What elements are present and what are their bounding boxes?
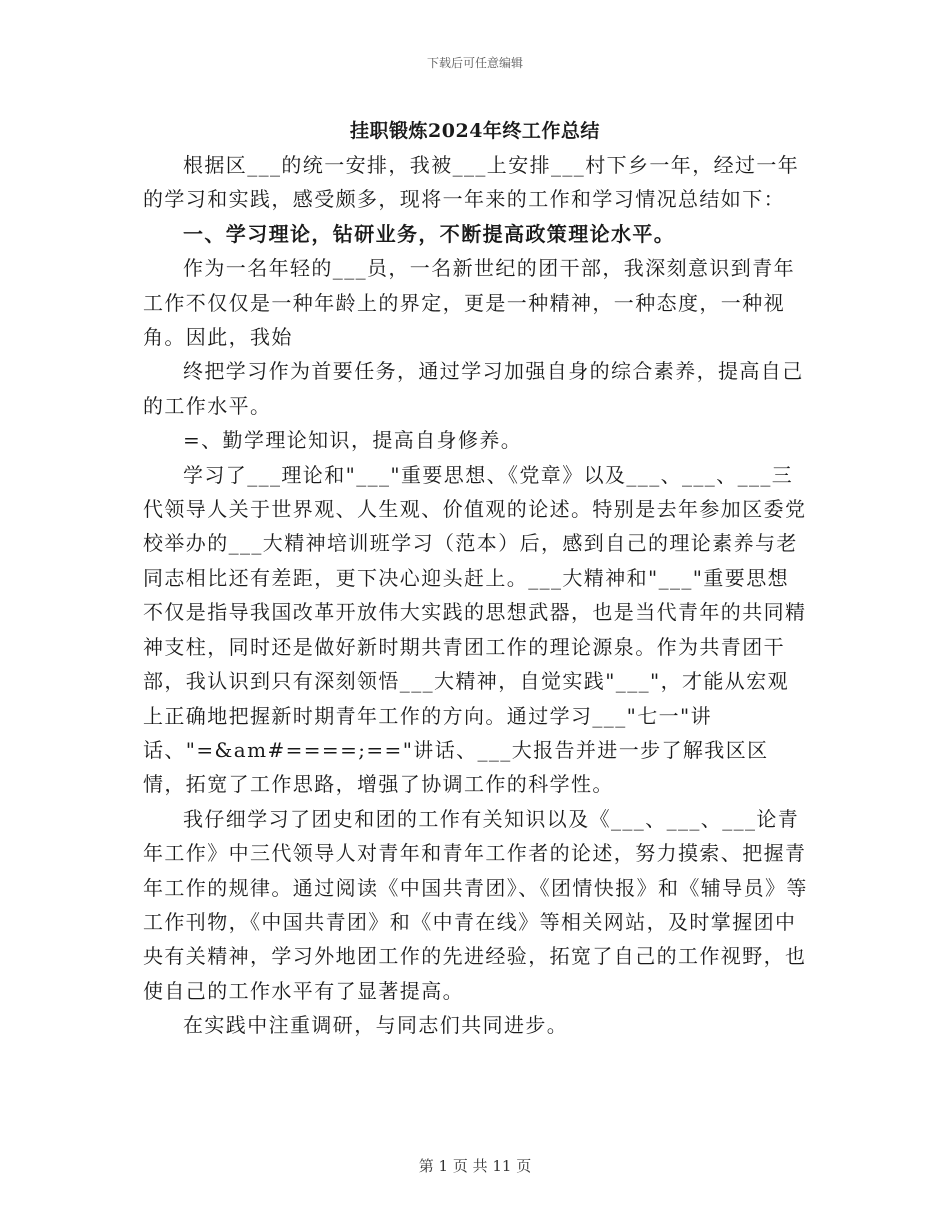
subheading-theory-knowledge: =、勤学理论知识，提高自身修养。 bbox=[183, 428, 523, 453]
paragraph-study-priority: 终把学习作为首要任务，通过学习加强自身的综合素养，提高自己的工作水平。 bbox=[143, 359, 804, 418]
page-number-footer: 第 1 页 共 11 页 bbox=[418, 1157, 532, 1175]
paragraph-youth-work: 作为一名年轻的___员，一名新世纪的团干部，我深刻意识到青年工作不仅仅是一种年龄上的界定，更是一种精神，一种态度，一种视角。因此，我始 bbox=[143, 256, 795, 350]
paragraph-league-history: 我仔细学习了团史和团的工作有关知识以及《___、___、___论青年工作》中三代领导人对青年和青年工作者的论述，努力摸索、把握青年工作的规律。通过阅读《中国共青团》、《团情快报》和《辅导员》等工作刊物，《中国共青团》和《中青在线》等相关网站，及时掌握团中央有关精神，学习外地团工作的先进经验，拓宽了自己的工作视野，也使自己的工作水平有了显著提高。 bbox=[143, 806, 808, 1003]
paragraph-intro: 根据区___的统一安排，我被___上安排___村下乡一年，经过一年的学习和实践，感受颇多，现将一年来的工作和学习情况总结如下： bbox=[143, 153, 800, 212]
paragraph-practice-research: 在实践中注重调研，与同志们共同进步。 bbox=[183, 1013, 569, 1038]
paragraph-theory-study: 学习了___理论和"___"重要思想、《党章》以及___、___、___三代领导人关于世界观、人生观、价值观的论述。特别是去年参加区委党校举办的___大精神培训班学习（范本）后，感到自己的理论素养与老同志相比还有差距，更下决心迎头赶上。___大精神和"___"重要思想不仅是指导我国改革开放伟大实践的思想武器，也是当代青年的共同精神支柱，同时还是做好新时期共青团工作的理论源泉。作为共青团干部，我认识到只有深刻领悟___大精神，自觉实践"___"，才能从宏观上正确地把握新时期青年工作的方向。通过学习___"七一"讲 bbox=[143, 462, 807, 728]
paragraph-speech-continuation: 话、"=&am#====;=="讲话、___大报告并进一步了解我区区情，拓宽了工作思路，增强了协调工作的科学性。 bbox=[143, 737, 769, 797]
document-body bbox=[143, 148, 808, 1043]
header-note: 下载后可任意编辑 bbox=[426, 56, 523, 70]
document-title: 挂职锻炼2024年终工作总结 bbox=[350, 120, 600, 142]
section-heading-1: 一、学习理论，钻研业务，不断提高政策理论水平。 bbox=[183, 221, 676, 246]
